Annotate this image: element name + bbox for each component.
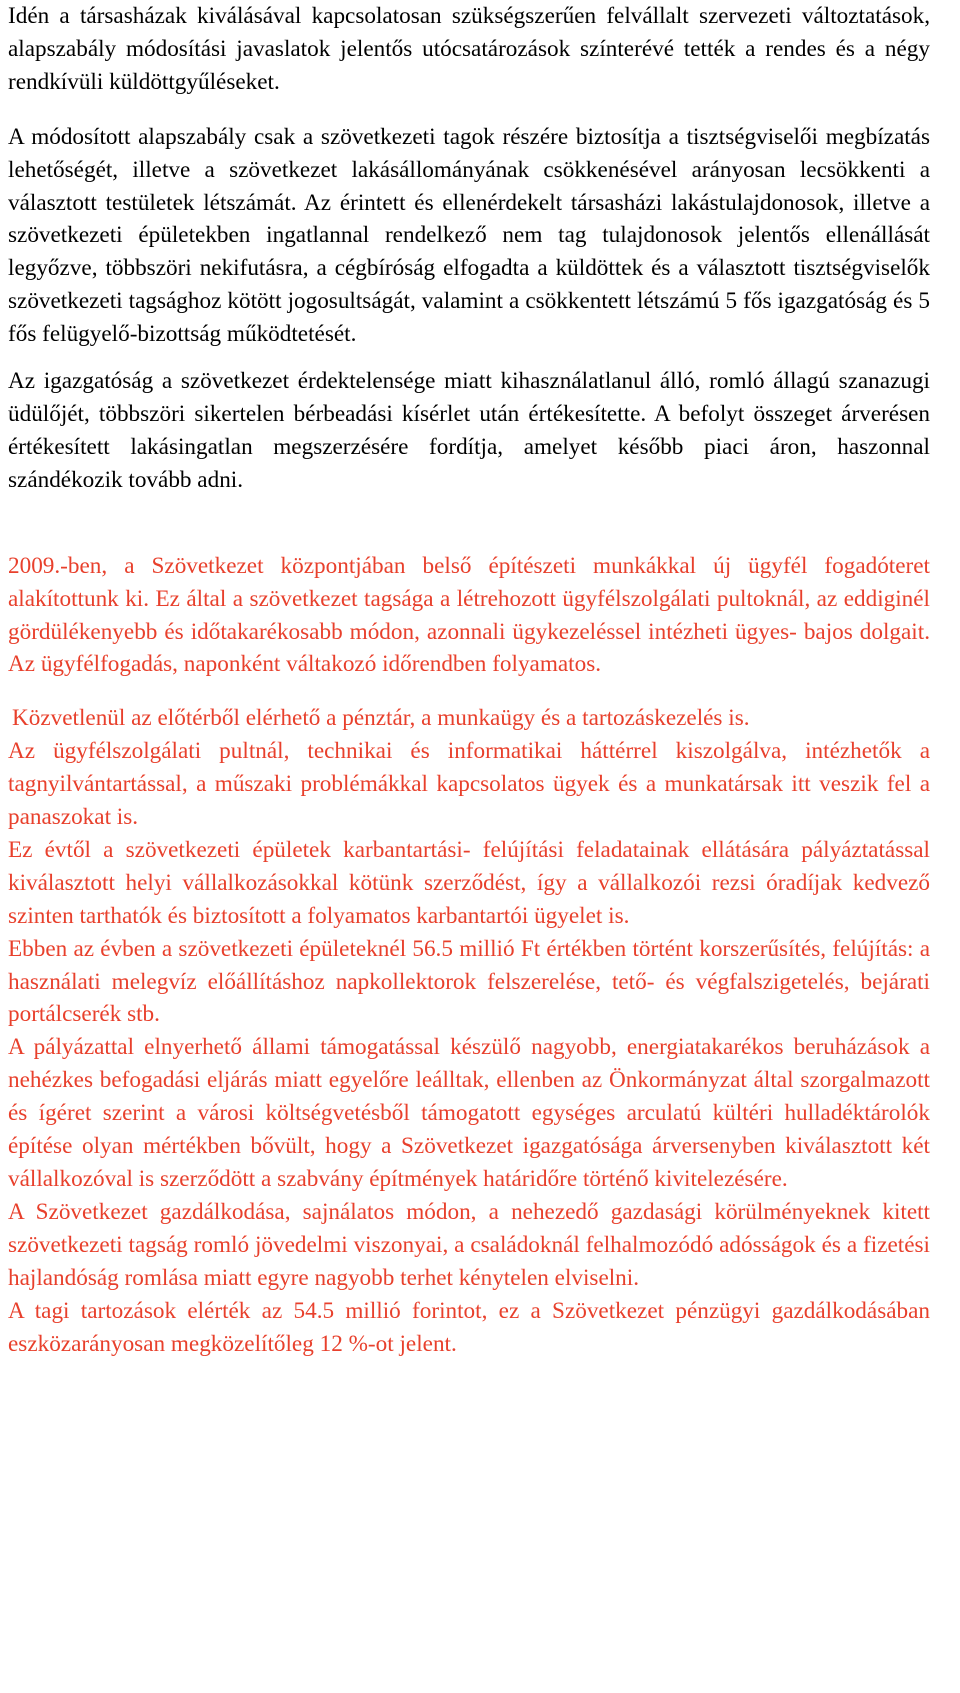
paragraph-7: Ez évtől a szövetkezeti épületek karbantartási- felújítási feladatainak ellátására pályáztatással kiválasztott helyi vállalkozásokkal kötünk szerződést, így a vállalkozói rezsi óradíjak kedvező szinten tarthatók és biztosított a folyamatos karbantartói ügyelet is. xyxy=(8,836,930,929)
paragraph-6: Az ügyfélszolgálati pultnál, technikai és informatikai háttérrel kiszolgálva, intézhetők a tagnyilvántartással, a műszaki problémákkal kapcsolatos ügyek és a munkatársak itt veszik fel a panaszokat is. xyxy=(8,738,930,831)
paragraph-5: Közvetlenül az előtérből elérhető a pénztár, a munkaügy és a tartozáskezelés is. xyxy=(12,705,750,732)
paragraph-8: Ebben az évben a szövetkezeti épületeknél 56.5 millió Ft értékben történt korszerűsítés, felújítás: a használati melegvíz előállításhoz napkollektorok felszerelése, tető- és végfalszigetelés, bejárati portálcserék stb. xyxy=(8,935,930,1028)
paragraph-4: 2009.-ben, a Szövetkezet központjában belső építészeti munkákkal új ügyfél fogadóteret alakítottunk ki. Ez által a szövetkezet tagsága a létrehozott ügyfélszolgálati pultoknál, az eddiginél gördülékenyebb és időtakarékosabb módon, azonnali ügykezeléssel intézheti ügyes- bajos dolgait. Az ügyfélfogadás, naponként váltakozó időrendben folyamatos. xyxy=(8,552,930,678)
paragraph-2: A módosított alapszabály csak a szövetkezeti tagok részére biztosítja a tisztségviselői megbízatás lehetőségét, illetve a szövetkezet lakásállományának csökkenésével arányosan lecsökkenti a választott testületek létszámát. Az érintett és ellenérdekelt társasházi lakástulajdonosok, illetve a szövetkezeti épületekben ingatlannal rendelkező nem tag tulajdonosok jelentős ellenállását legyőzve, többszöri nekifutásra, a cégbíróság elfogadta a küldöttek és a választott tisztségviselők szövetkezeti tagsághoz kötött jogosultságát, valamint a csökkentett létszámú 5 fős igazgatóság és 5 fős felügyelő-bizottság működtetését. xyxy=(8,123,930,348)
paragraph-3: Az igazgatóság a szövetkezet érdektelensége miatt kihasználatlanul álló, romló állagú szanazugi üdülőjét, többszöri sikertelen bérbeadási kísérlet után értékesítette. A befolyt összeget árverésen értékesített lakásingatlan megszerzésére fordítja, amelyet később piaci áron, haszonnal szándékozik tovább adni. xyxy=(8,368,930,493)
paragraph-1: Idén a társasházak kiválásával kapcsolatosan szükségszerűen felvállalt szervezeti változtatások, alapszabály módosítási javaslatok jelentős utócsatározások színterévé tették a rendes és a négy rendkívüli küldöttgyűléseket. xyxy=(8,3,930,95)
paragraph-9: A pályázattal elnyerhető állami támogatással készülő nagyobb, energiatakarékos beruházások a nehézkes befogadási eljárás miatt egyelőre leálltak, ellenben az Önkormányzat által szorgalmazott és ígéret szerint a városi költségvetésből támogatott egységes arculatú kültéri hulladéktárolók építése olyan mértékben bővült, hogy a Szövetkezet igazgatósága árversenyben kiválasztott két vállalkozóval is szerződött a szabvány építmények határidőre történő kivitelezésére. xyxy=(8,1034,930,1192)
paragraph-10: A Szövetkezet gazdálkodása, sajnálatos módon, a nehezedő gazdasági körülményeknek kitett szövetkezeti tagság romló jövedelmi viszonyai, a családoknál felhalmozódó adósságok és a fizetési hajlandóság romlása miatt egyre nagyobb terhet kénytelen elviselni. xyxy=(8,1198,930,1291)
paragraph-11: A tagi tartozások elérték az 54.5 millió forintot, ez a Szövetkezet pénzügyi gazdálkodásában eszközarányosan megközelítőleg 12 %-ot jelent. xyxy=(8,1297,930,1357)
document-page xyxy=(8,0,930,1360)
